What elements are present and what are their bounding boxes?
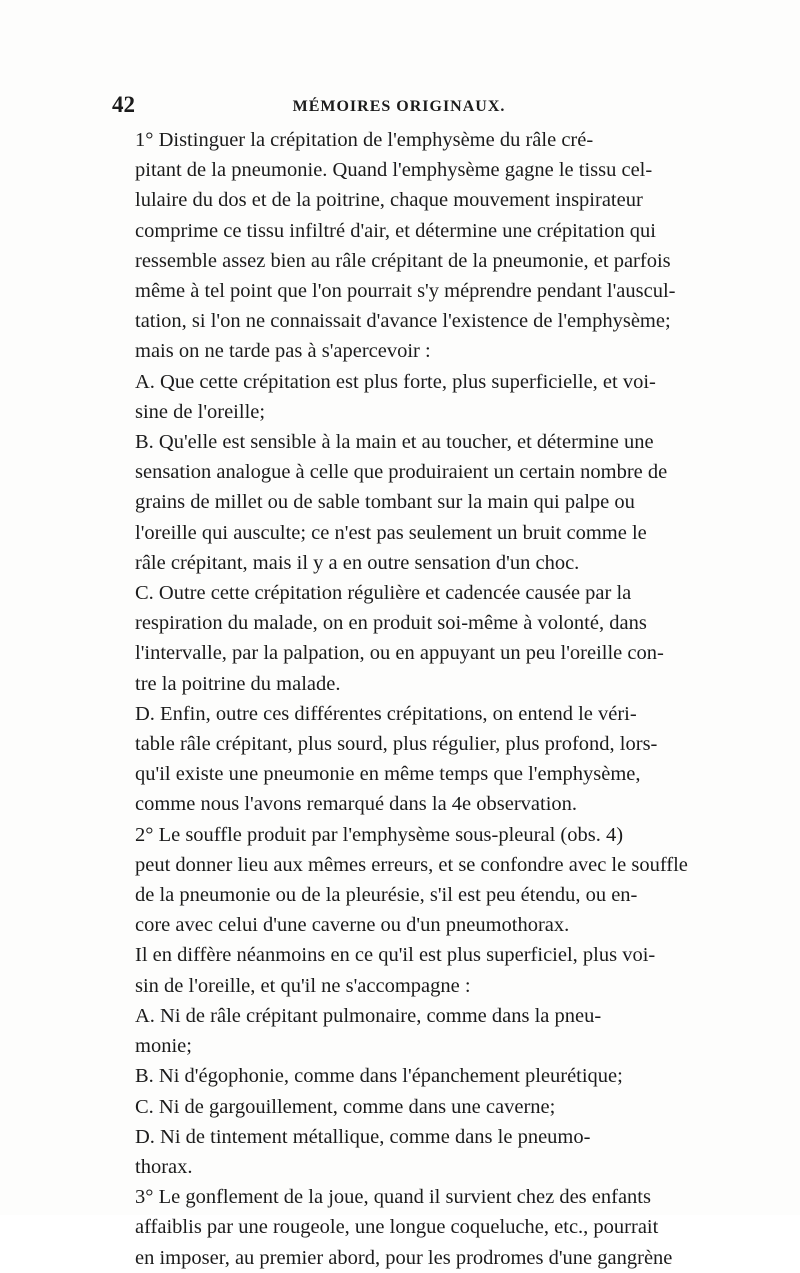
text-line: A. Que cette crépitation est plus forte, plus superficielle, et voi-	[135, 370, 656, 393]
text-line: thorax.	[135, 1155, 193, 1178]
text-line: ressemble assez bien au râle crépitant de la pneumonie, et parfois	[135, 249, 671, 272]
text-line: B. Qu'elle est sensible à la main et au toucher, et détermine une	[135, 431, 654, 454]
text-line: comprime ce tissu infiltré d'air, et détermine une crépitation qui	[135, 219, 656, 242]
text-line: grains de millet ou de sable tombant sur la main qui palpe ou	[135, 491, 635, 514]
text-line: respiration du malade, on en produit soi-même à volonté, dans	[135, 612, 647, 635]
text-line: affaiblis par une rougeole, une longue coqueluche, etc., pourrait	[135, 1216, 659, 1239]
paragraph	[112, 427, 686, 578]
running-title: MÉMOIRES ORIGINAUX.	[292, 98, 506, 115]
page-header	[112, 92, 686, 122]
text-line: mais on ne tarde pas à s'apercevoir :	[135, 340, 431, 363]
text-line: core avec celui d'une caverne ou d'un pneumothorax.	[135, 914, 570, 937]
text-line: Il en diffère néanmoins en ce qu'il est plus superficiel, plus voi-	[135, 944, 656, 967]
paragraph	[112, 699, 686, 820]
paragraph	[112, 940, 686, 1000]
text-line: B. Ni d'égophonie, comme dans l'épanchement pleurétique;	[135, 1065, 623, 1088]
text-line: monie;	[135, 1035, 192, 1058]
text-line: sine de l'oreille;	[135, 400, 266, 423]
page-number: 42	[112, 92, 135, 117]
text-line: 1° Distinguer la crépitation de l'emphysème du râle cré-	[135, 129, 594, 151]
text-line: comme nous l'avons remarqué dans la 4e observation.	[135, 793, 578, 816]
text-line: pitant de la pneumonie. Quand l'emphysème gagne le tissu cel-	[135, 159, 653, 182]
text-line: tation, si l'on ne connaissait d'avance l'existence de l'emphysème;	[135, 310, 671, 333]
paragraph	[112, 578, 686, 699]
text-line: même à tel point que l'on pourrait s'y méprendre pendant l'auscul-	[135, 280, 676, 303]
text-line: C. Ni de gargouillement, comme dans une caverne;	[135, 1095, 556, 1118]
text-line: tre la poitrine du malade.	[135, 672, 341, 695]
text-line: de la pneumonie ou de la pleurésie, s'il est peu étendu, ou en-	[135, 884, 638, 907]
paragraph	[112, 1061, 686, 1091]
text-line: sensation analogue à celle que produiraient un certain nombre de	[135, 461, 668, 484]
text-line: l'oreille qui ausculte; ce n'est pas seulement un bruit comme le	[135, 521, 647, 544]
paragraph	[112, 1182, 686, 1273]
paragraph	[112, 1122, 686, 1182]
text-line: 3° Le gonflement de la joue, quand il survient chez des enfants	[135, 1186, 651, 1209]
text-line: l'intervalle, par la palpation, ou en appuyant un peu l'oreille con-	[135, 642, 664, 665]
text-line: A. Ni de râle crépitant pulmonaire, comme dans la pneu-	[135, 1004, 602, 1027]
text-line: peut donner lieu aux mêmes erreurs, et se confondre avec le souffle	[135, 853, 688, 876]
text-line: râle crépitant, mais il y a en outre sensation d'un choc.	[135, 551, 580, 574]
text-line: en imposer, au premier abord, pour les prodromes d'une gangrène	[135, 1246, 673, 1269]
text-line: D. Ni de tintement métallique, comme dans le pneumo-	[135, 1125, 591, 1148]
text-line: C. Outre cette crépitation régulière et cadencée causée par la	[135, 582, 632, 605]
text-line: qu'il existe une pneumonie en même temps que l'emphysème,	[135, 763, 641, 786]
paragraph	[112, 125, 686, 367]
text-line: table râle crépitant, plus sourd, plus régulier, plus profond, lors-	[135, 733, 658, 756]
text-line: sin de l'oreille, et qu'il ne s'accompagne :	[135, 974, 471, 997]
paragraph	[112, 1001, 686, 1061]
text-line: lulaire du dos et de la poitrine, chaque mouvement inspirateur	[135, 189, 643, 212]
text-line: 2° Le souffle produit par l'emphysème sous-pleural (obs. 4)	[135, 823, 624, 846]
paragraph	[112, 1092, 686, 1122]
text-line: D. Enfin, outre ces différentes crépitations, on entend le véri-	[135, 702, 637, 725]
paragraph	[112, 367, 686, 427]
page-body	[112, 125, 686, 1273]
paragraph	[112, 820, 686, 941]
